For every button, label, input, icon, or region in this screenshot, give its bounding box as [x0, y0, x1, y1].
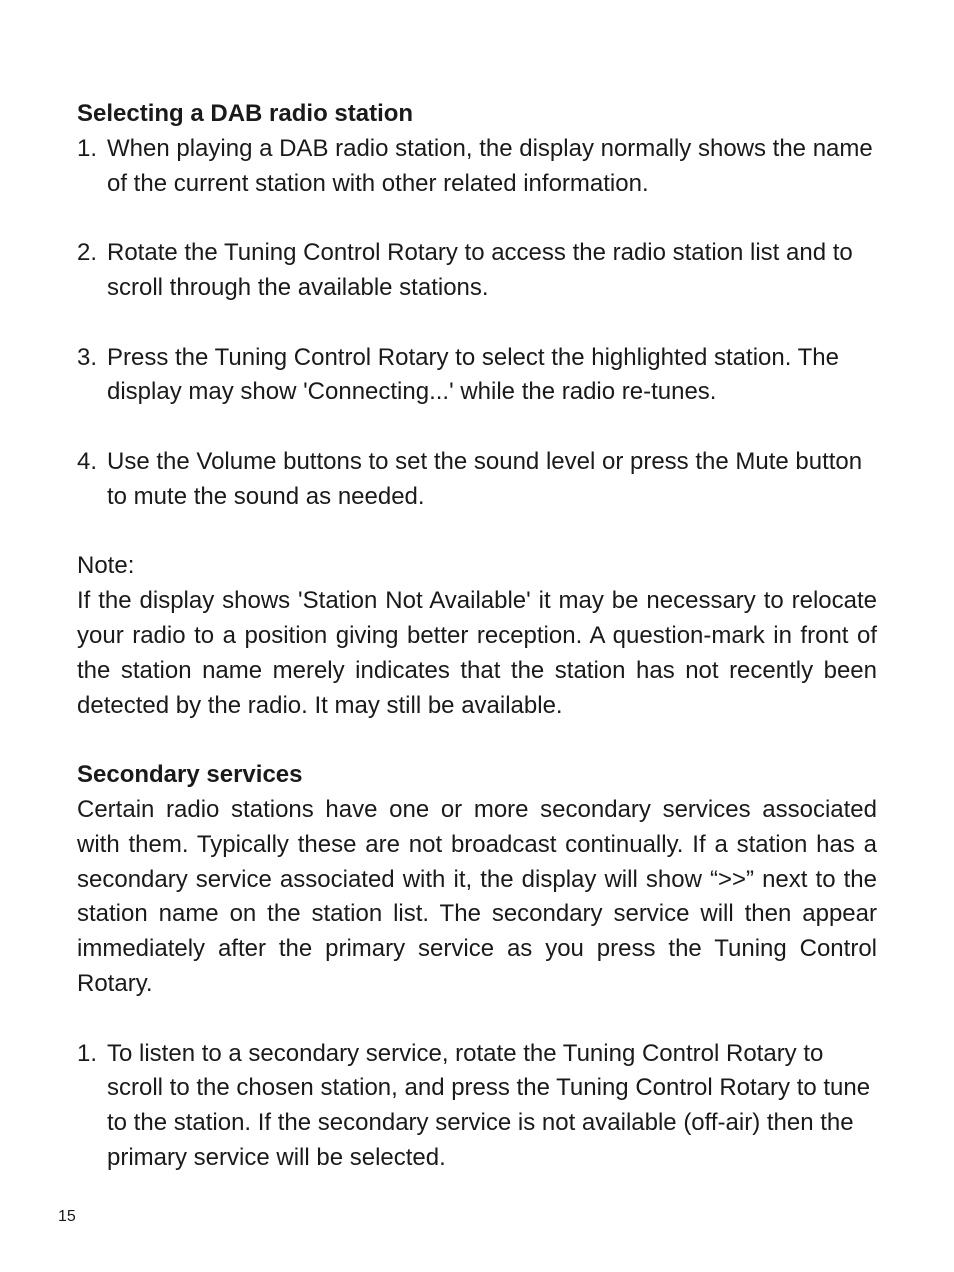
spacer	[77, 515, 877, 550]
dab-steps-list	[77, 132, 877, 515]
list-item	[77, 1037, 877, 1176]
step-text: Rotate the Tuning Control Rotary to access the radio station list and to scroll through the available stations.	[107, 239, 853, 301]
note-label: Note:	[77, 552, 135, 580]
spacer	[77, 723, 877, 758]
step-text: Use the Volume buttons to set the sound level or press the Mute button to mute the sound as needed.	[107, 447, 863, 510]
spacer	[77, 410, 877, 445]
step-number: 4.	[77, 447, 98, 475]
manual-page	[77, 97, 877, 1176]
step-number: 3.	[77, 343, 98, 371]
list-item	[77, 132, 877, 202]
note-text: If the display shows 'Station Not Available' it may be necessary to relocate your radio to a position giving better reception. A question-mark in front of the station name merely indicates that the station has not recently been detected by the radio. It may still be available.	[77, 587, 877, 719]
step-number: 2.	[77, 239, 98, 267]
secondary-intro: Certain radio stations have one or more secondary services associated with them. Typically these are not broadcast continually. If a station has a secondary service associated with it, the display will show “>>” next to the station name on the station list. The secondary service will then appear immediately after the primary service as you press the Tuning Control Rotary.	[77, 795, 877, 997]
step-text: To listen to a secondary service, rotate the Tuning Control Rotary to scroll to the chosen station, and press the Tuning Control Rotary to tune to the station. If the secondary service is not available (off-air) then the primary service will be selected.	[107, 1039, 871, 1171]
page-number: 15	[58, 1208, 76, 1225]
section-heading-secondary: Secondary services	[77, 761, 303, 789]
list-item	[77, 236, 877, 306]
step-text: When playing a DAB radio station, the display normally shows the name of the current station with other related information.	[107, 134, 873, 197]
step-text: Press the Tuning Control Rotary to select the highlighted station. The display may show 'Connecting...' while the radio re-tunes.	[107, 343, 839, 406]
spacer	[77, 201, 877, 236]
list-item	[77, 445, 877, 515]
section-heading-dab: Selecting a DAB radio station	[77, 100, 414, 127]
spacer	[77, 306, 877, 341]
step-number: 1.	[77, 1039, 98, 1067]
spacer	[77, 1002, 877, 1037]
secondary-steps-list	[77, 1037, 877, 1176]
list-item	[77, 341, 877, 411]
step-number: 1.	[77, 134, 98, 162]
